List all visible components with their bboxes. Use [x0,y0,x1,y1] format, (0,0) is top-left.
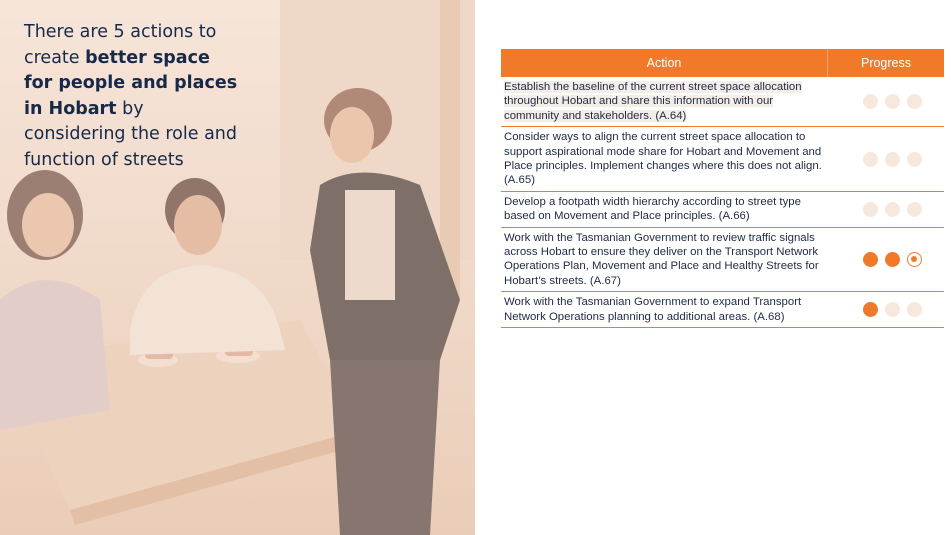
progress-dot-empty [863,202,878,217]
table-row [501,77,944,127]
progress-indicator [833,129,944,189]
action-description: Work with the Tasmanian Government to expand Transport Network Operations planning to additional areas. (A.68) [504,296,802,323]
progress-dot-empty [863,152,878,167]
progress-dot-filled [863,302,878,317]
action-text [501,129,833,189]
progress-indicator [833,294,944,325]
header-action: Action [501,49,828,77]
progress-dot-filled [863,252,878,267]
progress-dot-empty [863,94,878,109]
action-description: Work with the Tasmanian Government to review traffic signals across Hobart to ensure they deliver on the Transport Network Operations Plan, Movement and Place and Healthy Streets for Hobart’s streets. (A.67) [504,231,819,287]
progress-indicator [833,194,944,225]
action-text [501,194,833,225]
table-row [501,228,944,293]
action-description: Establish the baseline of the current street space allocation throughout Hobart and share this information with our community and stakeholders. (A.64) [504,81,802,122]
progress-indicator [833,79,944,124]
progress-dot-empty [885,152,900,167]
header-progress: Progress [860,56,912,70]
table-row [501,292,944,328]
progress-dot-empty [907,94,922,109]
table-row [501,127,944,192]
action-text [501,79,833,124]
action-description: Develop a footpath width hierarchy according to street type based on Movement and Place principles. (A.66) [504,195,801,223]
action-text [501,230,833,290]
table-row [501,192,944,228]
target-ring-icon [907,252,922,267]
progress-dot-empty [907,302,922,317]
progress-indicator [833,230,944,290]
actions-table [501,49,944,328]
progress-dot-empty [885,94,900,109]
table-header [501,49,944,77]
progress-dot-filled [885,252,900,267]
headline: There are 5 actions to create better space for people and places in Hobart by considering the role and function of streets [24,22,238,170]
progress-dot-empty [885,302,900,317]
progress-dot-empty [885,202,900,217]
progress-dot-empty [907,202,922,217]
progress-dot-empty [907,152,922,167]
action-text [501,294,833,325]
action-description: Consider ways to align the current street space allocation to support aspirational mode share for Hobart and Movement and Place principles. Implement changes where this does not align. (A.65) [504,131,822,187]
cafe-photo [0,0,475,535]
